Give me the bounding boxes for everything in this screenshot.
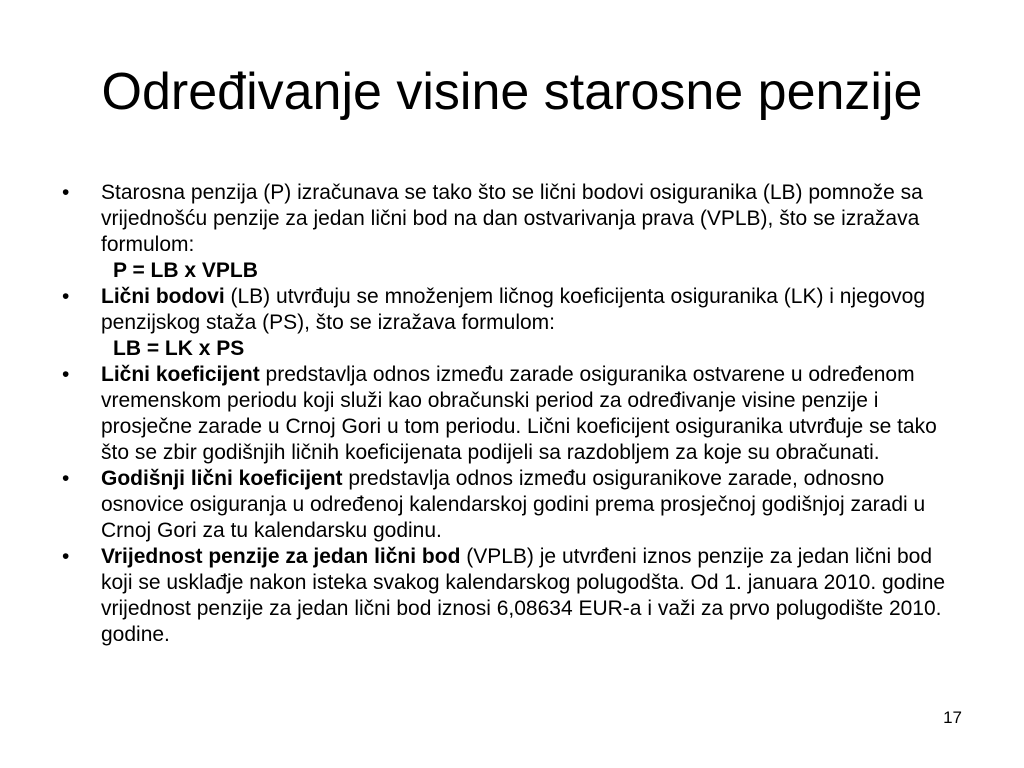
bullet-item-2 — [62, 284, 967, 336]
bullet-item-3 — [62, 362, 967, 466]
formula-personal-points: LB = LK x PS — [113, 337, 245, 360]
bullet-item-1 — [62, 180, 967, 258]
bullet-item-4 — [62, 466, 967, 544]
bullet-icon: • — [62, 363, 70, 386]
bullet-text: (VPLB) je utvrđeni iznos penzije za jedan lični bod koji se usklađje nakon isteka svakog kalendarskog polugodšta. Od 1. januara 2010. godine vrijednost penzije za jedan lični bod iznosi 6,08634 EUR-a i važi za prvo polugodište 2010. godine. — [101, 545, 946, 646]
bullet-icon: • — [62, 181, 70, 204]
bullet-icon: • — [62, 467, 70, 490]
slide-content — [62, 180, 967, 648]
bullet-text: Starosna penzija (P) izračunava se tako što se lični bodovi osiguranika (LB) pomnože sa vrijednošću penzije za jedan lični bod na dan ostvarivanja prava (VPLB), što se izražava formulom: — [101, 181, 923, 256]
bullet-bold-text: Vrijednost penzije za jedan lični bod — [101, 545, 461, 568]
bullet-icon: • — [62, 545, 70, 568]
page-number: 17 — [943, 708, 962, 727]
formula-pension: P = LB x VPLB — [113, 259, 258, 282]
bullet-icon: • — [62, 285, 70, 308]
bullet-text: (LB) utvrđuju se množenjem ličnog koeficijenta osiguranika (LK) i njegovog penzijskog staža (PS), što se izražava formulom: — [101, 285, 926, 334]
bullet-item-5 — [62, 544, 967, 648]
slide-title: Određivanje visine starosne penzije — [101, 63, 923, 121]
bullet-bold-text: Lični koeficijent — [101, 363, 260, 386]
bullet-text: predstavlja odnos između osiguranikove zarade, odnosno osnovice osiguranja u određenoj kalendarskoj godini prema prosječnoj godišnjoj zaradi u Crnoj Gori za tu kalendarsku godinu. — [101, 467, 926, 542]
bullet-bold-text: Lični bodovi — [101, 285, 225, 308]
bullet-text: predstavlja odnos između zarade osiguranika ostvarene u određenom vremenskom periodu koji služi kao obračunski period za određivanje visine penzije i prosječne zarade u Crnoj Gori u tom periodu. Lični koeficijent osiguranika utvrđuje se tako što se zbir godišnjih ličnih koeficijenata podijeli sa razdobljem za koje su obračunati. — [101, 363, 937, 464]
bullet-bold-text: Godišnji lični koeficijent — [101, 467, 343, 490]
